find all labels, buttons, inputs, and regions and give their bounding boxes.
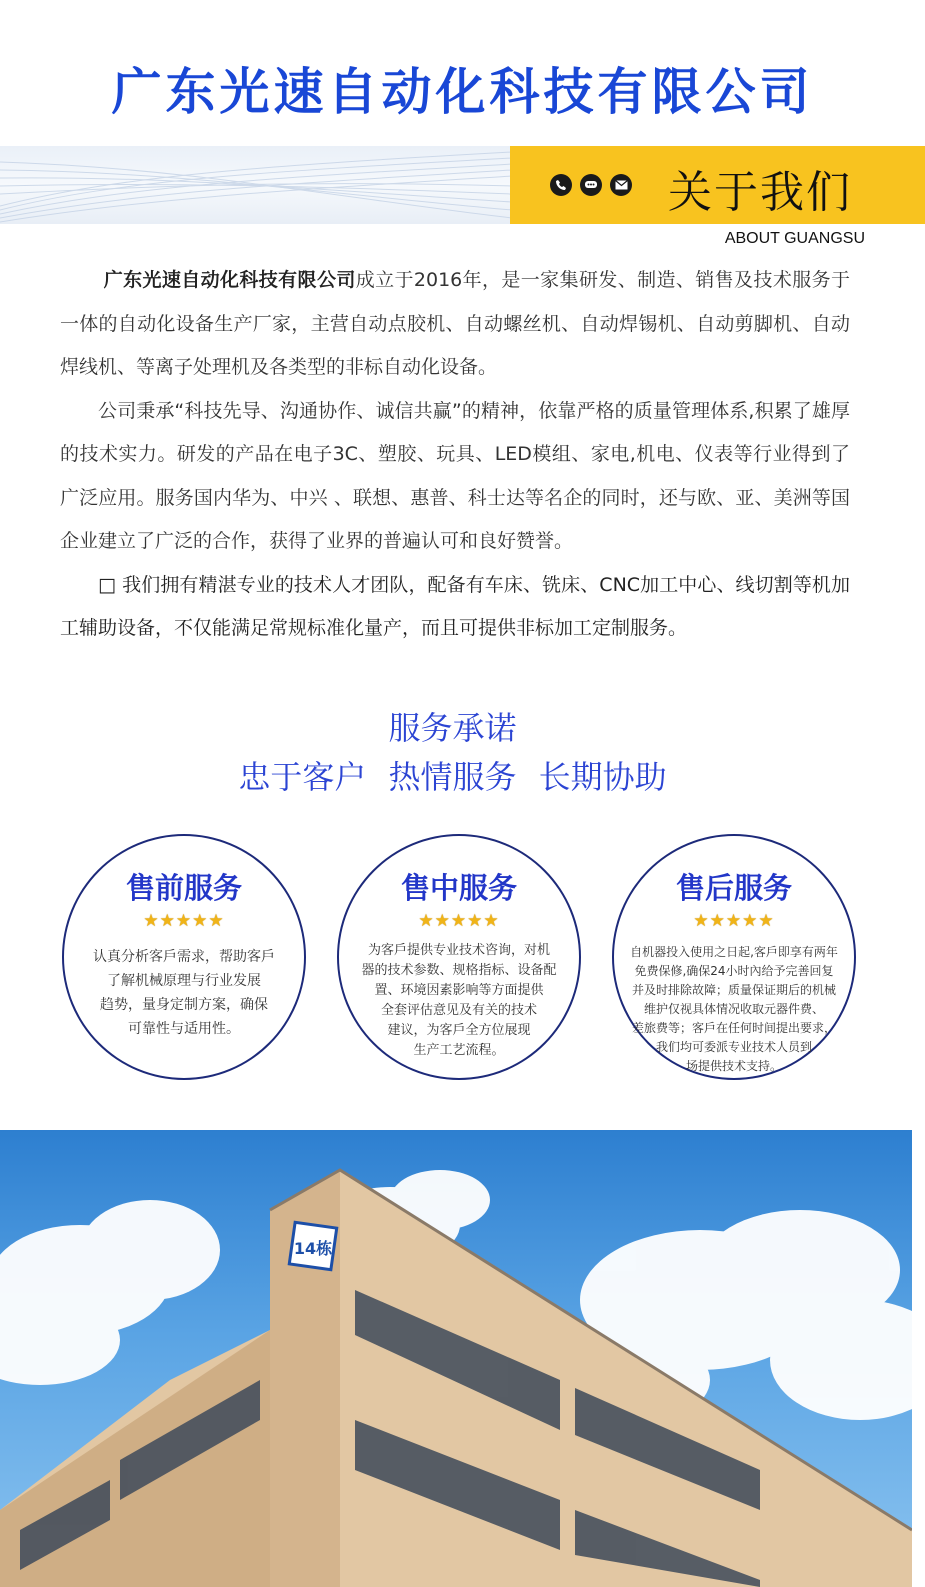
service-title: 售中服务 [400,871,517,905]
service-line: 免费保修,确保24小时內给予完善回复 [634,964,834,978]
star-rating-icon: ★★★★★ [418,911,500,931]
service-line: 器的技术参数、规格指标、设备配 [361,963,557,978]
pre-sale-service-card [62,834,306,1080]
service-line: 生产工艺流程。 [413,1043,505,1058]
service-line: 了解机械原理与行业发展 [107,973,261,989]
about-text [60,259,850,651]
in-sale-service-card [337,834,581,1080]
after-sale-service-card [612,834,856,1080]
service-description [614,943,854,1076]
service-line: 场提供技术支持。 [685,1059,782,1073]
promise-title: 服务承诺 [388,709,517,747]
service-line: 建议，为客戶全方位展现 [387,1023,531,1038]
chat-icon [580,174,602,196]
promise-slogan: 忠于客户 热情服务 长期协助 [238,758,667,796]
company-building-photo [0,1130,912,1587]
company-title: 广东光速自动化科技有限公司 [111,63,814,121]
service-line: 差旅费等；客戶在任何时间提出要求， [631,1021,836,1035]
about-paragraph-1 [60,259,850,390]
service-line: 维护仅视具体情况收取元器件费、 [643,1002,824,1016]
phone-icon [550,174,572,196]
service-title: 售前服务 [125,871,242,905]
service-line: 置、环境因素影响等方面提供 [374,983,544,998]
service-line: 全套评估意见及有关的技术 [380,1003,537,1018]
wave-lines-graphic [0,146,512,224]
service-title: 售后服务 [675,871,792,905]
service-line: 为客戶提供专业技术咨询，对机 [367,943,550,958]
about-banner [510,146,925,224]
service-line: 趋势，量身定制方案，确保 [100,997,268,1013]
service-line: 认真分析客戶需求，帮助客戶 [93,949,275,965]
about-paragraph-3: □ 我们拥有精湛专业的技术人才团队，配备有车床、铣床、CNC加工中心、线切割等机加工辅助设备，不仅能满足常规标准化量产，而且可提供非标加工定制服务。 [60,573,850,639]
about-paragraph-1-text: 成立于2016年，是一家集研发、制造、销售及技术服务于一体的自动化设备生产厂家，主营自动点胶机、自动螺丝机、自动焊锡机、自动剪脚机、自动焊线机、等离子处理机及各类型的非标自动化设备。 [60,269,850,378]
about-company-name: 广东光速自动化科技有限公司 [103,269,356,291]
service-line: 并及时排除故障；质量保证期后的机械 [631,983,836,997]
service-line: 可靠性与适用性。 [128,1021,240,1037]
contact-icons [550,174,632,196]
about-title: 关于我们 [668,167,852,218]
star-rating-icon: ★★★★★ [693,911,775,931]
service-description [339,941,579,1061]
building-number-text: 14栋 [293,1239,333,1258]
about-paragraph-2: 公司秉承“科技先导、沟通协作、诚信共赢”的精神，依靠严格的质量管理体系,积累了雄厚的技术实力。研发的产品在电子3C、塑胶、玩具、LED模组、家电,机电、仪表等行业得到了广泛应用。服务国内华为、中兴 、联想、惠普、科士达等名企的同时，还与欧、亚、美洲等国企业建立了广泛的合作，获得了业界的普遍认可和良好赞誉。 [60,399,850,552]
building-illustration [0,1130,912,1587]
service-line: 自机器投入使用之日起,客戶即享有两年 [630,945,838,959]
star-rating-icon: ★★★★★ [143,911,225,931]
mail-icon [610,174,632,196]
about-subtitle: ABOUT GUANGSU [724,230,865,247]
service-line: 我们均可委派专业技术人员到 [655,1040,812,1054]
service-description [64,945,304,1041]
decorative-wave-banner [0,146,512,224]
